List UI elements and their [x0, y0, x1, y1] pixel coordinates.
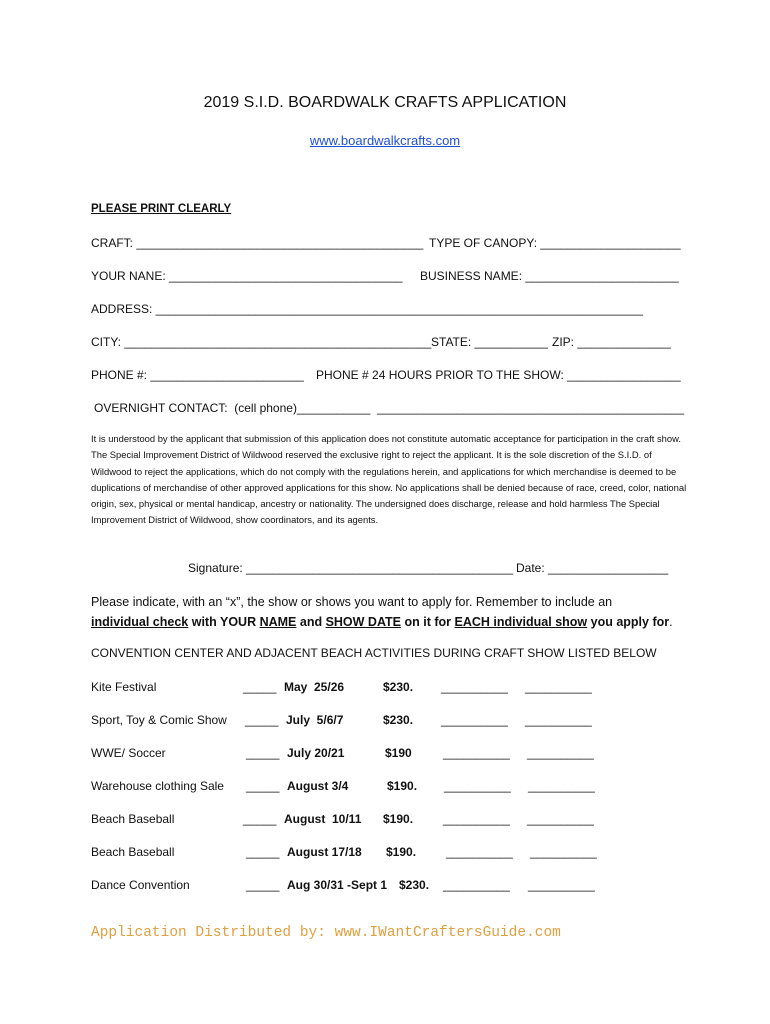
event-date: July 5/6/7 — [286, 713, 344, 727]
event-line-2[interactable]: __________ — [528, 878, 595, 892]
event-line-2[interactable]: __________ — [528, 779, 595, 793]
terms-paragraph: It is understood by the applicant that submission of this application does not constitute automatic acceptance for participation in the craft show. The Special Improvement District of Wildwood reserved the exclusive right to reject the applicant. It is the sole discretion of the S.I.D. of Wildwood to reject the applications, which do not comply with the regulations herein, and applications for which merchandise is deemed to be duplications of merchandise of other approved applications for this show. No applications shall be denied because of race, creed, color, national origin, sex, physical or mental handicap, ancestry or nationality. The undersigned does discharge, release and hold harmless The Special Improvement District of Wildwood, show coordinators, and its agents. — [91, 433, 687, 526]
event-line-1[interactable]: __________ — [441, 713, 508, 727]
event-date: August 3/4 — [287, 779, 349, 793]
event-price: $190 — [385, 746, 412, 760]
event-price: $230. — [399, 878, 430, 892]
signature-field[interactable]: Signature: ________________________________________ — [188, 561, 513, 575]
canopy-field[interactable]: TYPE OF CANOPY: _____________________ — [429, 236, 681, 250]
event-checkbox-line[interactable]: _____ — [246, 779, 280, 793]
phone-field[interactable]: PHONE #: _______________________ — [91, 368, 304, 382]
address-field[interactable]: ADDRESS: _________________________________________________________________________ — [91, 302, 643, 316]
your-name-field[interactable]: YOUR NANE: ___________________________________ — [91, 269, 403, 283]
date-field[interactable]: Date: __________________ — [516, 561, 669, 575]
event-line-1[interactable]: __________ — [444, 779, 511, 793]
event-price: $190. — [387, 779, 418, 793]
page-title: 2019 S.I.D. BOARDWALK CRAFTS APPLICATION — [203, 94, 567, 111]
event-line-1[interactable]: __________ — [443, 746, 510, 760]
event-checkbox-line[interactable]: _____ — [246, 878, 280, 892]
event-line-2[interactable]: __________ — [525, 713, 592, 727]
event-checkbox-line[interactable]: _____ — [246, 746, 280, 760]
instructions: Please indicate, with an “x”, the show or shows you want to apply for. Remember to include an individual check with YOUR NAME and SHOW DATE on it for EACH individual show you apply for. — [91, 595, 673, 629]
zip-field[interactable]: ZIP: ______________ — [552, 335, 671, 349]
event-name: Beach Baseball — [91, 812, 175, 826]
event-checkbox-line[interactable]: _____ — [243, 680, 277, 694]
event-price: $230. — [383, 713, 414, 727]
event-date: August 10/11 — [284, 812, 362, 826]
event-name: Sport, Toy & Comic Show — [91, 713, 227, 727]
event-name: WWE/ Soccer — [91, 746, 166, 760]
city-field[interactable]: CITY: ______________________________________________ — [91, 335, 432, 349]
website-link[interactable]: www.boardwalkcrafts.com — [309, 133, 461, 148]
event-date: May 25/26 — [284, 680, 345, 694]
event-price: $190. — [383, 812, 414, 826]
print-clearly-heading: PLEASE PRINT CLEARLY — [91, 203, 232, 215]
event-checkbox-line[interactable]: _____ — [246, 845, 280, 859]
event-date: July 20/21 — [287, 746, 345, 760]
event-line-2[interactable]: __________ — [527, 746, 594, 760]
overnight-contact-field[interactable]: OVERNIGHT CONTACT: (cell phone)___________ ______________________________________________ — [94, 401, 685, 415]
phone-24h-field[interactable]: PHONE # 24 HOURS PRIOR TO THE SHOW: _________________ — [316, 368, 681, 382]
event-line-1[interactable]: __________ — [443, 812, 510, 826]
event-checkbox-line[interactable]: _____ — [243, 812, 277, 826]
convention-header: CONVENTION CENTER AND ADJACENT BEACH ACTIVITIES DURING CRAFT SHOW LISTED BELOW — [91, 646, 657, 660]
event-price: $230. — [383, 680, 414, 694]
event-date: August 17/18 — [287, 845, 362, 859]
event-line-1[interactable]: __________ — [446, 845, 513, 859]
event-name: Warehouse clothing Sale — [91, 779, 224, 793]
distributor-footer: Application Distributed by: www.IWantCraftersGuide.com — [91, 925, 561, 941]
event-line-2[interactable]: __________ — [525, 680, 592, 694]
craft-field[interactable]: CRAFT: ___________________________________________ — [91, 236, 424, 250]
event-line-2[interactable]: __________ — [527, 812, 594, 826]
event-name: Kite Festival — [91, 680, 157, 694]
instructions-line1: Please indicate, with an “x”, the show or shows you want to apply for. Remember to include an — [91, 595, 613, 609]
event-price: $190. — [386, 845, 417, 859]
event-line-1[interactable]: __________ — [443, 878, 510, 892]
state-field[interactable]: STATE: ___________ — [431, 335, 548, 349]
event-line-1[interactable]: __________ — [441, 680, 508, 694]
event-date: Aug 30/31 -Sept 1 — [287, 878, 388, 892]
event-line-2[interactable]: __________ — [530, 845, 597, 859]
event-name: Dance Convention — [91, 878, 190, 892]
event-name: Beach Baseball — [91, 845, 175, 859]
event-checkbox-line[interactable]: _____ — [245, 713, 279, 727]
business-name-field[interactable]: BUSINESS NAME: _______________________ — [420, 269, 679, 283]
